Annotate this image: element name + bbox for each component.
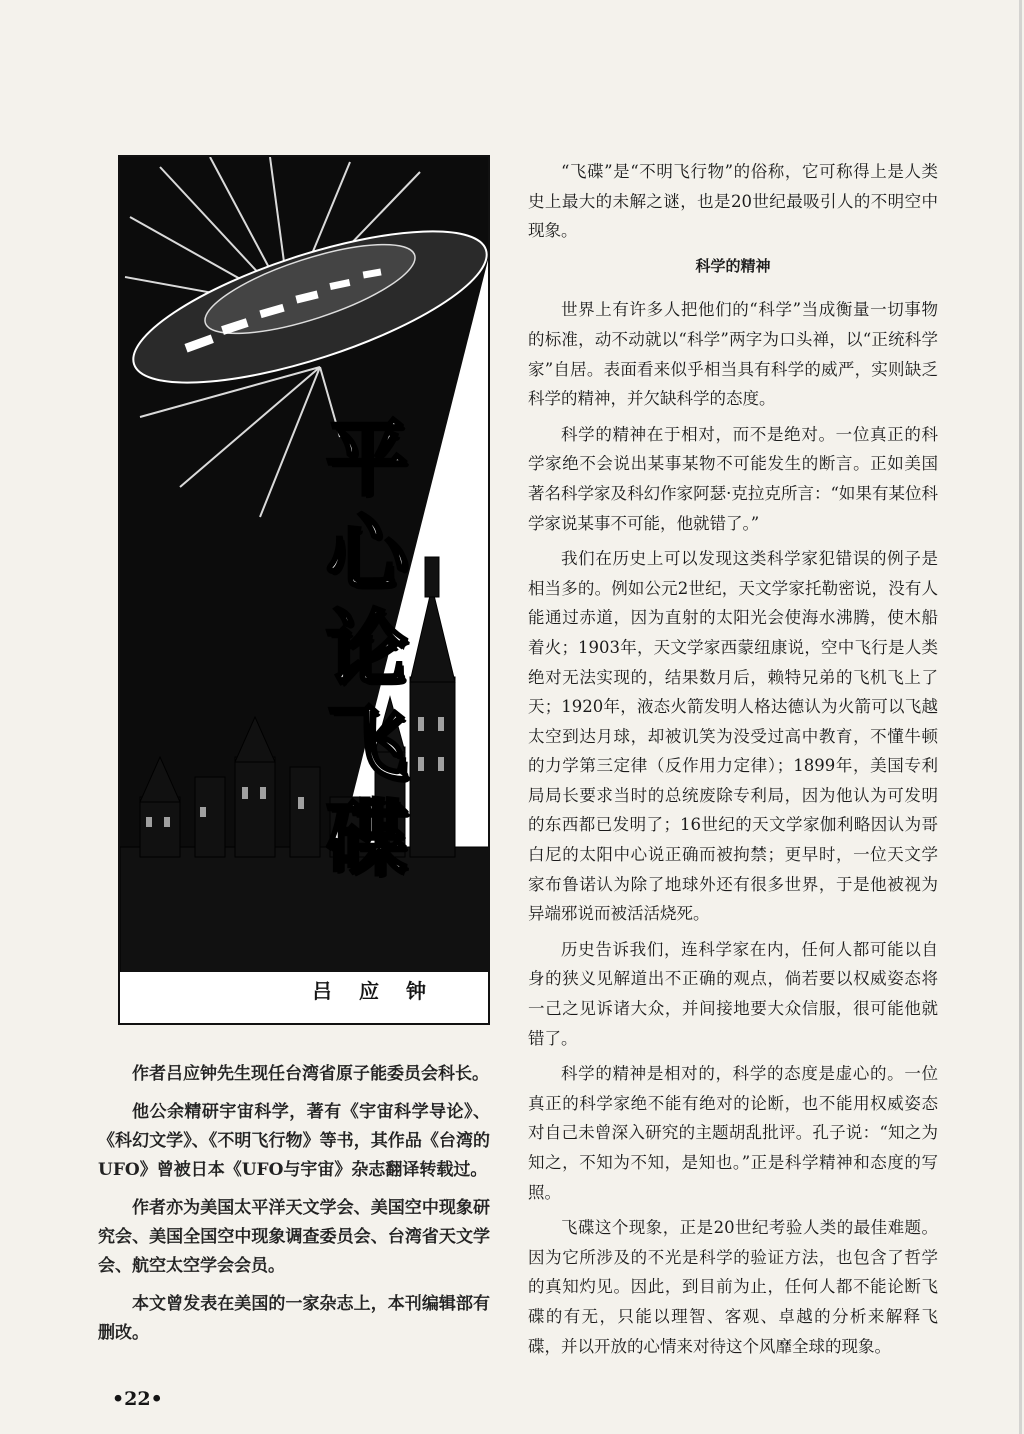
author-note: 他公余精研宇宙科学，著有《宇宙科学导论》、《科幻文学》、《不明飞行物》等书，其作品《台湾的UFO》曾被日本《UFO与宇宙》杂志翻译转载过。 xyxy=(98,1102,490,1180)
author-note: 作者吕应钟先生现任台湾省原子能委员会科长。 xyxy=(132,1064,489,1084)
author-byline: 吕 应 钟 xyxy=(312,979,436,1003)
ufo-city-drawing xyxy=(120,157,490,1025)
body-paragraph: 历史告诉我们，连科学家在内，任何人都可能以自身的狭义见解道出不正确的观点，倘若要以权威姿态将一己之见诉诸大众，并间接地要大众信服，很可能他就错了。 xyxy=(528,939,938,1048)
body-paragraph: 我们在历史上可以发现这类科学家犯错误的例子是相当多的。例如公元2世纪，天文学家托勒密说，没有人能通过赤道，因为直射的太阳光会使海水沸腾，使木船着火；1903年，天文学家西蒙纽康说，空中飞行是人类绝对无法实现的，结果数月后，赖特兄弟的飞机飞上了天；1920年，液态火箭发明人格达德认为火箭可以飞越太空到达月球，却被讥笑为没受过高中教育，不懂牛顿的力学第三定律（反作用力定律）；1899年，美国专利局局长要求当时的总统废除专利局，因为他认为可发明的东西都已发明了；16世纪的天文学家伽利略因认为哥白尼的太阳中心说正确而被拘禁；更早时，一位天文学家布鲁诺认为除了地球外还有很多世界，于是他被视为异端邪说而被活活烧死。 xyxy=(528,549,938,924)
page-number: •22• xyxy=(112,1388,163,1410)
page-edge xyxy=(1019,0,1022,1434)
title-char: 平 xyxy=(325,412,408,507)
body-paragraph: 飞碟这个现象，正是20世纪考验人类的最佳难题。因为它所涉及的不光是科学的验证方法，也包含了哲学的真知灼见。因此，到目前为止，任何人都不能论断飞碟的有无，只能以理智、客观、卓越的分析来解释飞碟，并以开放的心情来对待这个风靡全球的现象。 xyxy=(528,1218,938,1356)
ufo-illustration xyxy=(118,155,490,1025)
title-char: 心 xyxy=(325,507,408,602)
title-char: 飞 xyxy=(325,697,408,792)
author-note: 作者亦为美国太平洋天文学会、美国空中现象研究会、美国全国空中现象调查委员会、台湾省天文学会、航空太空学会会员。 xyxy=(98,1198,490,1276)
author-notes xyxy=(98,1060,490,1357)
section-title: 科学的精神 xyxy=(695,256,771,275)
author-note: 本文曾发表在美国的一家杂志上，本刊编辑部有删改。 xyxy=(98,1294,490,1343)
body-paragraph: 世界上有许多人把他们的“科学”当成衡量一切事物的标准，动不动就以“科学”两字为口头禅，以“正统科学家”自居。表面看来似乎相当具有科学的威严，实则缺乏科学的精神，并欠缺科学的态度。 xyxy=(528,300,938,409)
title-char: 论 xyxy=(325,602,408,697)
body-paragraph: 科学的精神是相对的，科学的态度是虚心的。一位真正的科学家绝不能有绝对的论断，也不能用权威姿态对自己未曾深入研究的主题胡乱批评。孔子说：“知之为知之，不知为不知，是知也。”正是科学精神和态度的写照。 xyxy=(528,1064,938,1202)
article-title xyxy=(318,412,416,887)
intro-paragraph: “飞碟”是“不明飞行物”的俗称，它可称得上是人类史上最大的未解之谜，也是20世纪最吸引人的不明空中现象。 xyxy=(528,162,938,241)
title-char: 碟 xyxy=(325,792,408,887)
body-paragraph: 科学的精神在于相对，而不是绝对。一位真正的科学家绝不会说出某事某物不可能发生的断言。正如美国著名科学家及科幻作家阿瑟·克拉克所言：“如果有某位科学家说某事不可能，他就错了。” xyxy=(528,424,938,533)
article-body xyxy=(528,157,938,1367)
